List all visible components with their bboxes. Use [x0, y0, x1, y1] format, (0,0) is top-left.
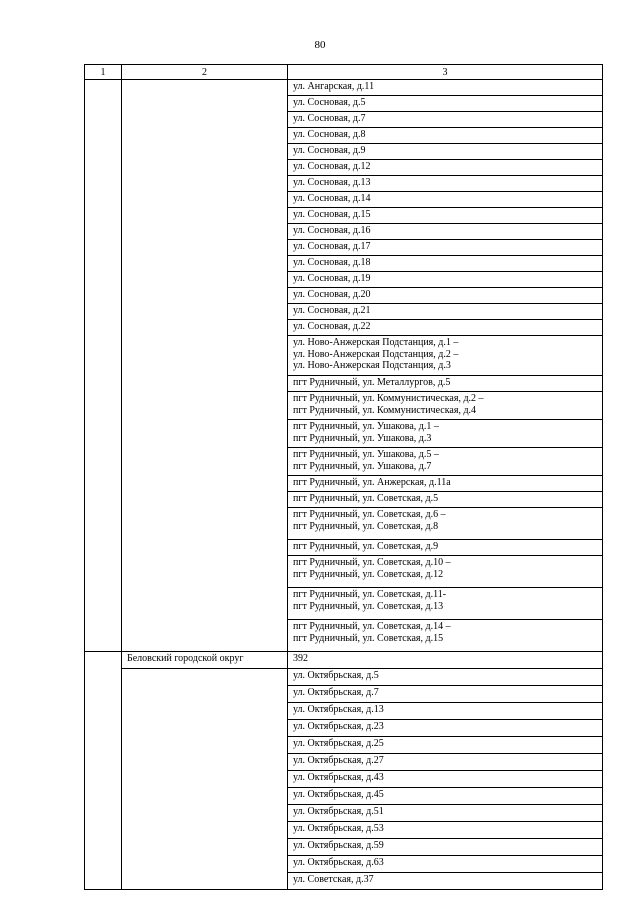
address-line: ул. Сосновая, д.15	[293, 209, 371, 220]
address-line: ул. Сосновая, д.12	[293, 161, 371, 172]
address-line: ул. Сосновая, д.21	[293, 305, 371, 316]
address-cell	[288, 508, 603, 540]
address-line: ул. Сосновая, д.19	[293, 273, 371, 284]
address-line: ул. Сосновая, д.9	[293, 145, 366, 156]
address-line: пгт Рудничный, ул. Коммунистическая, д.2 –	[293, 393, 484, 404]
address-cell: ул. Октябрьская, д.25	[288, 737, 603, 754]
cell-col1-group1	[85, 80, 122, 652]
address-line: пгт Рудничный, ул. Советская, д.14 –	[293, 621, 451, 632]
address-cell	[288, 288, 603, 304]
address-cell: ул. Октябрьская, д.53	[288, 822, 603, 839]
address-cell	[288, 192, 603, 208]
address-line: ул. Ново-Анжерская Подстанция, д.3	[293, 360, 451, 371]
address-line: пгт Рудничный, ул. Ушакова, д.3	[293, 432, 432, 444]
address-table	[84, 64, 603, 890]
column-header-1: 1	[85, 65, 122, 80]
address-cell	[288, 272, 603, 288]
address-cell	[288, 420, 603, 448]
address-line: пгт Рудничный, ул. Ушакова, д.5 –	[293, 449, 439, 460]
address-cell	[288, 224, 603, 240]
address-cell	[288, 176, 603, 192]
column-header-3: 3	[288, 65, 603, 80]
address-line: ул. Сосновая, д.13	[293, 177, 371, 188]
address-cell	[288, 240, 603, 256]
address-cell	[288, 256, 603, 272]
address-line: ул. Сосновая, д.8	[293, 129, 366, 140]
address-cell	[288, 336, 603, 376]
address-line: ул. Сосновая, д.20	[293, 289, 371, 300]
address-cell: ул. Октябрьская, д.51	[288, 805, 603, 822]
page-number: 80	[314, 39, 326, 51]
address-cell: ул. Октябрьская, д.27	[288, 754, 603, 771]
address-line: ул. Сосновая, д.14	[293, 193, 371, 204]
address-cell	[288, 320, 603, 336]
address-cell	[288, 112, 603, 128]
cell-col2-group2	[122, 669, 288, 890]
address-cell	[288, 448, 603, 476]
address-cell: ул. Октябрьская, д.63	[288, 856, 603, 873]
address-line: ул. Сосновая, д.5	[293, 97, 366, 108]
address-cell: ул. Октябрьская, д.23	[288, 720, 603, 737]
address-line: ул. Ново-Анжерская Подстанция, д.2 –	[293, 348, 459, 360]
address-line: ул. Ново-Анжерская Подстанция, д.1 –	[293, 337, 459, 348]
address-cell	[288, 96, 603, 112]
address-cell: ул. Октябрьская, д.7	[288, 686, 603, 703]
address-cell	[288, 556, 603, 588]
address-cell: ул. Советская, д.37	[288, 873, 603, 890]
address-cell	[288, 128, 603, 144]
address-line: пгт Рудничный, ул. Советская, д.15	[293, 632, 444, 644]
address-line: пгт Рудничный, ул. Советская, д.10 –	[293, 557, 451, 568]
address-line: пгт Рудничный, ул. Коммунистическая, д.4	[293, 404, 477, 416]
column-header-2: 2	[122, 65, 288, 80]
district-count: 392	[288, 652, 603, 669]
address-line: ул. Сосновая, д.7	[293, 113, 366, 124]
address-line: пгт Рудничный, ул. Советская, д.13	[293, 600, 444, 612]
address-line: пгт Рудничный, ул. Советская, д.12	[293, 568, 444, 580]
address-line: ул. Сосновая, д.22	[293, 321, 371, 332]
address-line: пгт Рудничный, ул. Советская, д.5	[293, 493, 439, 504]
address-cell	[288, 144, 603, 160]
address-cell	[288, 80, 603, 96]
address-cell	[288, 376, 603, 392]
address-line: пгт Рудничный, ул. Ушакова, д.1 –	[293, 421, 439, 432]
address-line: пгт Рудничный, ул. Советская, д.9	[293, 541, 439, 552]
address-line: пгт Рудничный, ул. Металлургов, д.5	[293, 377, 451, 388]
address-line: ул. Сосновая, д.16	[293, 225, 371, 236]
address-line: пгт Рудничный, ул. Анжерская, д.11а	[293, 477, 451, 488]
address-cell	[288, 304, 603, 320]
address-line: ул. Сосновая, д.17	[293, 241, 371, 252]
cell-col2-group1	[122, 80, 288, 652]
address-cell	[288, 492, 603, 508]
address-cell	[288, 476, 603, 492]
address-line: ул. Сосновая, д.18	[293, 257, 371, 268]
address-line: пгт Рудничный, ул. Советская, д.11-	[293, 589, 447, 600]
cell-col1-group2	[85, 652, 122, 890]
table-header-row	[85, 65, 603, 80]
address-cell: ул. Октябрьская, д.13	[288, 703, 603, 720]
address-cell: ул. Октябрьская, д.59	[288, 839, 603, 856]
address-cell: ул. Октябрьская, д.5	[288, 669, 603, 686]
address-line: пгт Рудничный, ул. Советская, д.6 –	[293, 509, 446, 520]
address-cell	[288, 392, 603, 420]
table-row	[85, 669, 603, 686]
district-name: Беловский городской округ	[122, 652, 288, 669]
address-cell	[288, 160, 603, 176]
address-cell: ул. Октябрьская, д.43	[288, 771, 603, 788]
address-line: пгт Рудничный, ул. Ушакова, д.7	[293, 460, 432, 472]
address-table-body	[85, 65, 603, 890]
district-row	[85, 652, 603, 669]
address-cell: ул. Октябрьская, д.45	[288, 788, 603, 805]
address-line: ул. Ангарская, д.11	[293, 81, 375, 92]
address-cell	[288, 208, 603, 224]
address-cell	[288, 540, 603, 556]
table-row	[85, 80, 603, 96]
address-cell	[288, 620, 603, 652]
address-cell	[288, 588, 603, 620]
address-line: пгт Рудничный, ул. Советская, д.8	[293, 520, 439, 532]
